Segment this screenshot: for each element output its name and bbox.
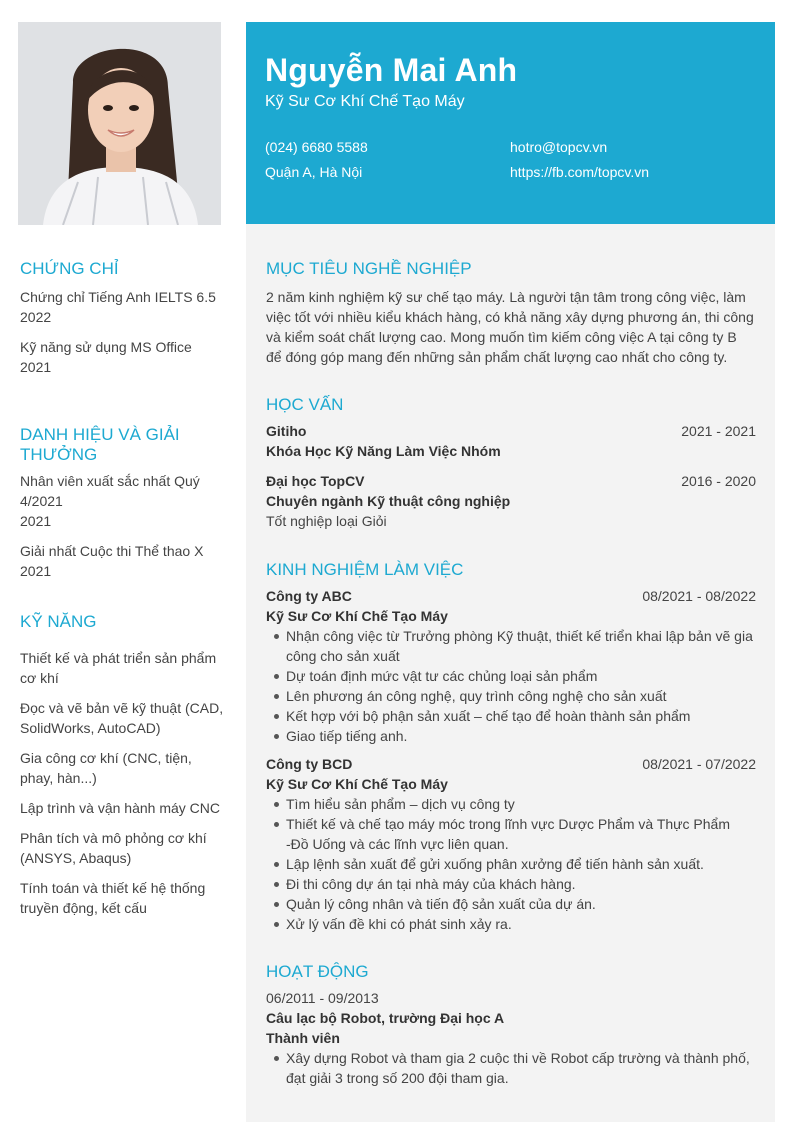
- activity-organization: Câu lạc bộ Robot, trường Đại học A: [266, 1010, 505, 1026]
- activity-period: 06/2011 - 09/2013: [266, 990, 379, 1006]
- activity-task-item: Xây dựng Robot và tham gia 2 cuộc thi về Robot cấp trường và thành phố, đạt giải 3 trong số 200 đội tham gia.: [266, 1048, 756, 1088]
- task-item: Lên phương án công nghệ, quy trình công nghệ cho sản xuất: [266, 686, 756, 706]
- skill-item: Phân tích và mô phỏng cơ khí (ANSYS, Abaqus): [20, 830, 207, 866]
- experience-item: [266, 586, 756, 746]
- task-list: [266, 794, 756, 934]
- certificate-item: [20, 337, 235, 377]
- award-year: 2021: [20, 563, 52, 579]
- portrait-image: [18, 22, 221, 225]
- experience-item: [266, 754, 756, 934]
- skill-item: Đọc và vẽ bản vẽ kỹ thuật (CAD, SolidWorks, AutoCAD): [20, 700, 224, 736]
- skill-item: Tính toán và thiết kế hệ thống truyền động, kết cấu: [20, 880, 206, 916]
- company-name: Công ty BCD: [266, 756, 353, 772]
- objective-title: MỤC TIÊU NGHỀ NGHIỆP: [266, 259, 472, 278]
- school-name: Gitiho: [266, 423, 307, 439]
- experience-period: 08/2021 - 07/2022: [642, 756, 756, 772]
- award-item: [20, 541, 210, 581]
- task-item: Thiết kế và chế tạo máy móc trong lĩnh vực Dược Phẩm và Thực Phẩm -Đồ Uống và các lĩnh vực liên quan.: [266, 814, 756, 854]
- experience-title: KINH NGHIỆM LÀM VIỆC: [266, 560, 464, 579]
- certificate-name: Chứng chỉ Tiếng Anh IELTS 6.5: [20, 289, 216, 305]
- task-item: Lập lệnh sản xuất để gửi xuống phân xưởng để tiến hành sản xuất.: [266, 854, 756, 874]
- certificates-section: [20, 259, 235, 377]
- skills-section: [20, 612, 235, 918]
- activity-task-list: [266, 1048, 756, 1088]
- website-link[interactable]: https://fb.com/topcv.vn: [510, 164, 650, 180]
- candidate-name: Nguyễn Mai Anh: [265, 52, 518, 88]
- awards-title: DANH HIỆU VÀ GIẢI THƯỞNG: [20, 425, 180, 464]
- education-period: 2021 - 2021: [681, 423, 756, 439]
- phone-number[interactable]: (024) 6680 5588: [265, 139, 368, 155]
- task-item: Tìm hiểu sản phẩm – dịch vụ công ty: [266, 794, 756, 814]
- certificate-item: [20, 287, 235, 327]
- position-title: Kỹ Sư Cơ Khí Chế Tạo Máy: [266, 608, 448, 624]
- experience-period: 08/2021 - 08/2022: [642, 588, 756, 604]
- education-item: [266, 471, 756, 531]
- task-item: Quản lý công nhân và tiến độ sản xuất của dự án.: [266, 894, 756, 914]
- award-name: Giải nhất Cuộc thi Thể thao X: [20, 543, 204, 559]
- task-item: Xử lý vấn đề khi có phát sinh xảy ra.: [266, 914, 756, 934]
- header-banner: [246, 22, 775, 224]
- task-item: Đi thi công dự án tại nhà máy của khách hàng.: [266, 874, 756, 894]
- candidate-job-title: Kỹ Sư Cơ Khí Chế Tạo Máy: [265, 93, 465, 110]
- experience-section: [266, 560, 756, 934]
- certificates-title: CHỨNG CHỈ: [20, 259, 119, 278]
- education-period: 2016 - 2020: [681, 473, 756, 489]
- education-note: Tốt nghiệp loại Giỏi: [266, 513, 387, 529]
- task-list: [266, 626, 756, 746]
- activities-title: HOẠT ĐỘNG: [266, 962, 369, 981]
- certificate-year: 2021: [20, 359, 52, 375]
- education-section: [266, 395, 756, 531]
- award-item: [20, 471, 215, 531]
- task-item: Dự toán định mức vật tư các chủng loại sản phẩm: [266, 666, 756, 686]
- education-title: HỌC VẤN: [266, 395, 344, 414]
- skills-title: KỸ NĂNG: [20, 612, 97, 631]
- award-name: Nhân viên xuất sắc nhất Quý 4/2021: [20, 473, 200, 509]
- position-title: Kỹ Sư Cơ Khí Chế Tạo Máy: [266, 776, 448, 792]
- task-item: Nhận công việc từ Trưởng phòng Kỹ thuật, thiết kế triển khai lập bản vẽ gia công cho sản xuất: [266, 626, 756, 666]
- activities-section: [266, 962, 756, 1088]
- profile-photo: [18, 22, 221, 225]
- skill-item: Lập trình và vận hành máy CNC: [20, 800, 220, 816]
- education-item: [266, 421, 756, 461]
- objective-text: 2 năm kinh nghiệm kỹ sư chế tạo máy. Là người tận tâm trong công việc, làm việc tốt với nhiều kiểu khách hàng, có khả năng xây dựng phương án, thi công và kiểm soát chất lượng cao. Mong muốn tìm kiếm công việc A tại công ty B để đóng góp mang đến những sản phẩm chất lượng cao nhất cho công ty.: [266, 289, 754, 365]
- certificate-year: 2022: [20, 309, 52, 325]
- task-item: Kết hợp với bộ phận sản xuất – chế tạo để hoàn thành sản phẩm: [266, 706, 756, 726]
- objective-section: [266, 259, 756, 367]
- award-year: 2021: [20, 513, 52, 529]
- certificate-name: Kỹ năng sử dụng MS Office: [20, 339, 192, 355]
- awards-section: [20, 425, 210, 581]
- education-major: Khóa Học Kỹ Năng Làm Việc Nhóm: [266, 443, 501, 459]
- activity-role: Thành viên: [266, 1030, 340, 1046]
- skill-item: Gia công cơ khí (CNC, tiện, phay, hàn...): [20, 750, 192, 786]
- email-link[interactable]: hotro@topcv.vn: [510, 139, 608, 155]
- company-name: Công ty ABC: [266, 588, 352, 604]
- school-name: Đại học TopCV: [266, 473, 365, 489]
- address: Quận A, Hà Nội: [265, 164, 363, 180]
- education-major: Chuyên ngành Kỹ thuật công nghiệp: [266, 493, 511, 509]
- skill-item: Thiết kế và phát triển sản phẩm cơ khí: [20, 650, 217, 686]
- task-item: Giao tiếp tiếng anh.: [266, 726, 756, 746]
